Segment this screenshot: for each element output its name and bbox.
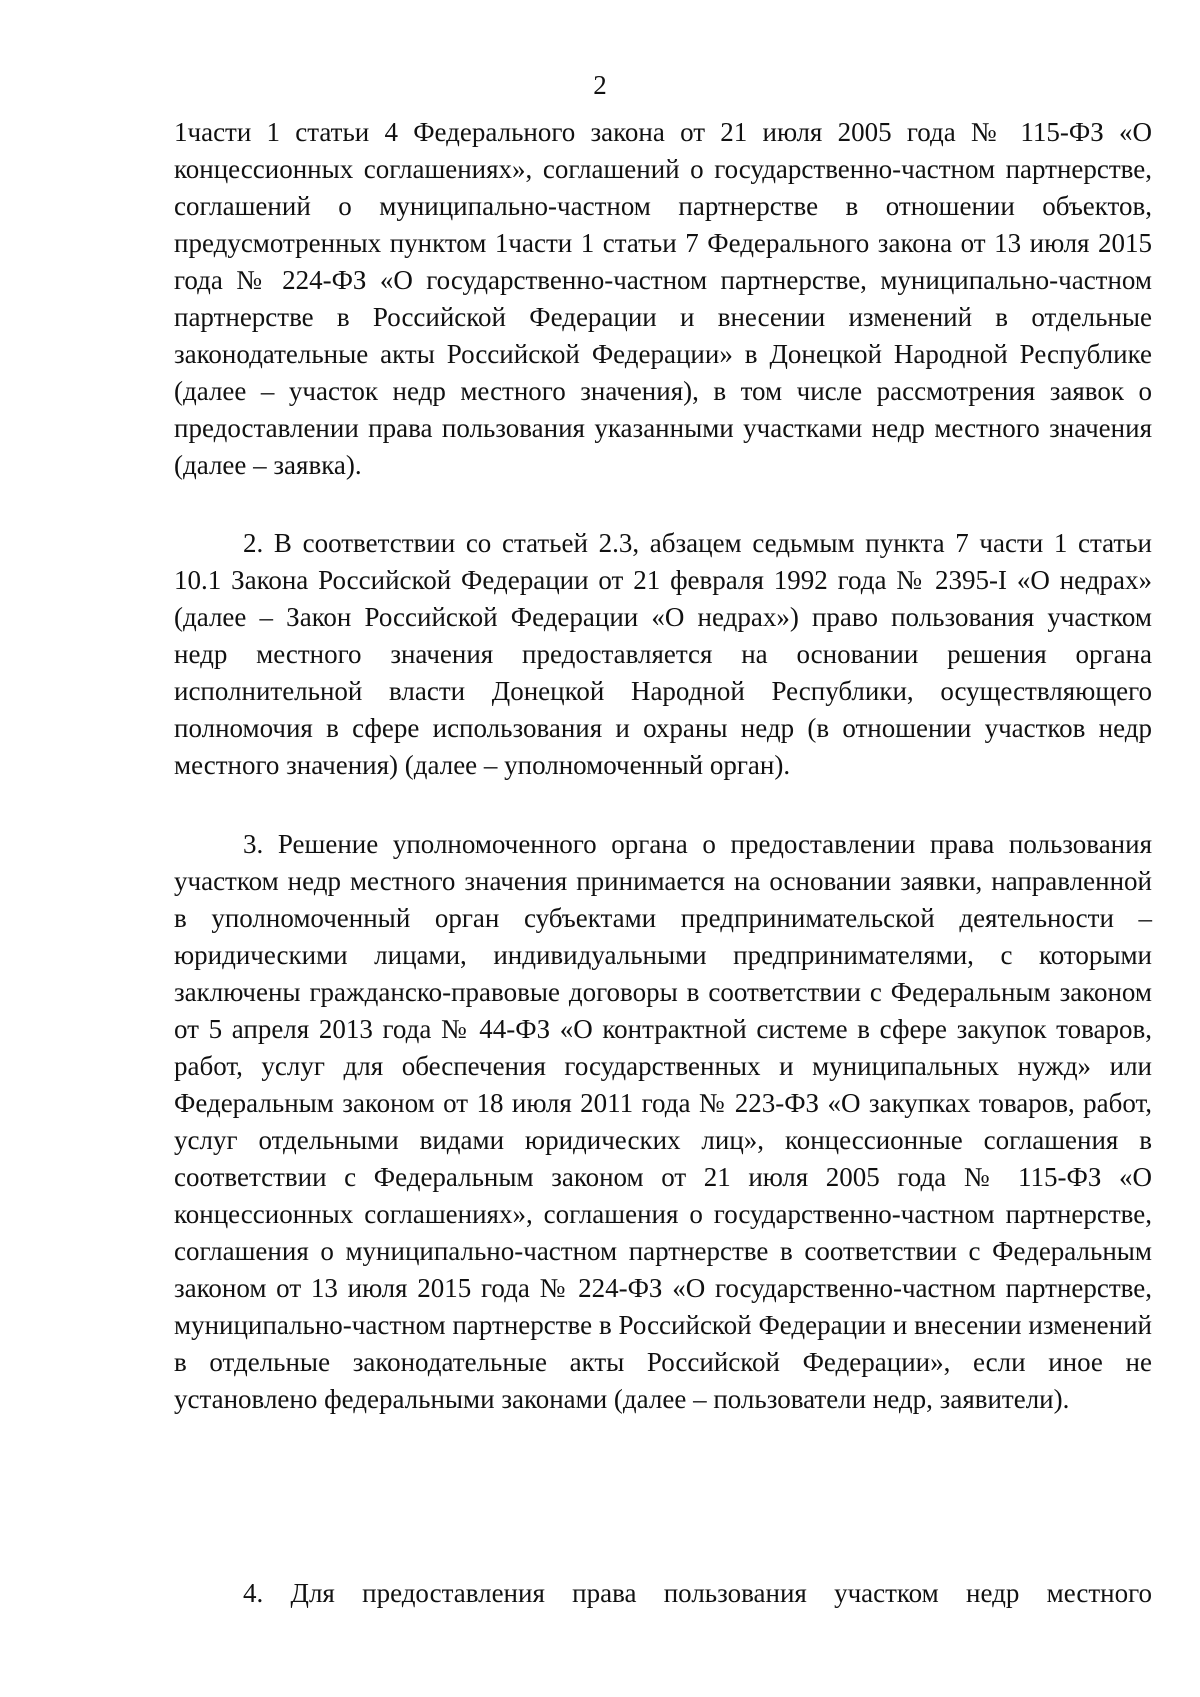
- paragraph-2: 2. В соответствии со статьей 2.3, абзацем седьмым пункта 7 части 1 статьи 10.1 Закона Российской Федерации от 21 февраля 1992 года № 2395-I «О недрах» (далее – Закон Российской Федерации «О недрах») право пользования участком недр местного значения предоставляется на основании решения органа исполнительной власти Донецкой Народной Республики, осуществляющего полномочия в сфере использования и охраны недр (в отношении участков недр местного значения) (далее – уполномоченный орган).: [174, 528, 1152, 780]
- page-number: 2: [593, 70, 607, 100]
- paragraph-continuation: 1части 1 статьи 4 Федерального закона от 21 июля 2005 года № 115-ФЗ «О концессионных соглашениях», соглашений о государственно-частном партнерстве, соглашений о муниципально-частном партнерстве в отношении объектов, предусмотренных пунктом 1части 1 статьи 7 Федерального закона от 13 июля 2015 года № 224-ФЗ «О государственно-частном партнерстве, муниципально-частном партнерстве в Российской Федерации и внесении изменений в отдельные законодательные акты Российской Федерации» в Донецкой Народной Республике (далее – участок недр местного значения), в том числе рассмотрения заявок о предоставлении права пользования указанными участками недр местного значения (далее – заявка).: [174, 117, 1152, 480]
- paragraph-3: 3. Решение уполномоченного органа о предоставлении права пользования участком недр местного значения принимается на основании заявки, направленной в уполномоченный орган субъектами предпринимательской деятельности – юридическими лицами, индивидуальными предпринимателями, с которыми заключены гражданско-правовые договоры в соответствии с Федеральным законом от 5 апреля 2013 года № 44-ФЗ «О контрактной системе в сфере закупок товаров, работ, услуг для обеспечения государственных и муниципальных нужд» или Федеральным законом от 18 июля 2011 года № 223-ФЗ «О закупках товаров, работ, услуг отдельными видами юридических лиц», концессионные соглашения в соответствии с Федеральным законом от 21 июля 2005 года № 115-ФЗ «О концессионных соглашениях», соглашения о государственно-частном партнерстве, соглашения о муниципально-частном партнерстве в соответствии с Федеральным законом от 13 июля 2015 года № 224-ФЗ «О государственно-частном партнерстве, муниципально-частном партнерстве в Российской Федерации и внесении изменений в отдельные законодательные акты Российской Федерации», если иное не установлено федеральными законами (далее – пользователи недр, заявители).: [174, 829, 1152, 1414]
- paragraph-4: 4. Для предоставления права пользования участком недр местного: [243, 1578, 1152, 1608]
